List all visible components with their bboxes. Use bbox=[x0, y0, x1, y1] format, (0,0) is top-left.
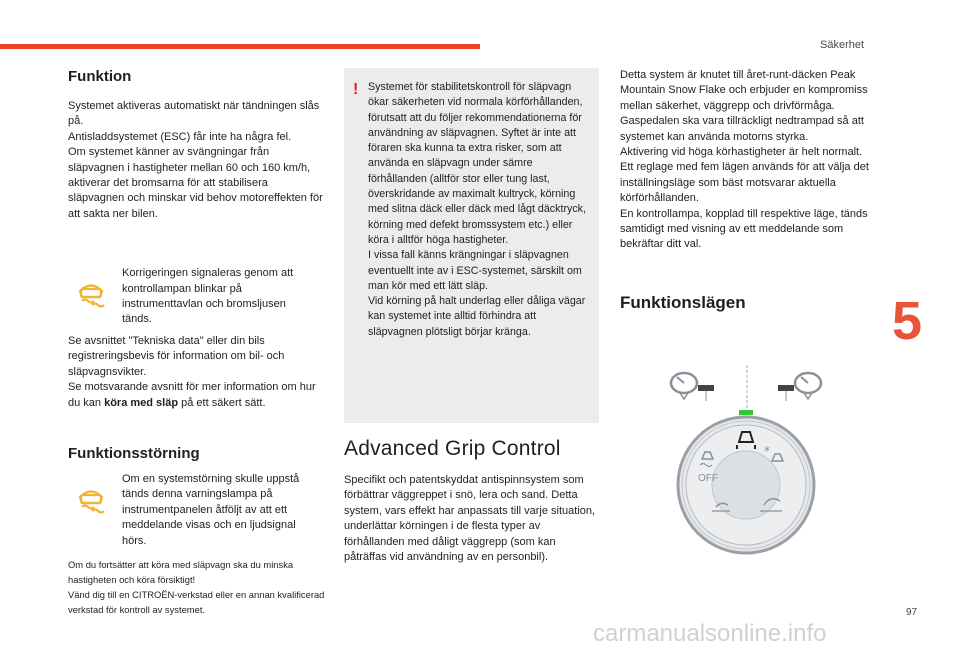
header-accent-bar bbox=[0, 44, 480, 49]
modes-heading: Funktionslägen bbox=[620, 292, 746, 312]
agc-heading: Advanced Grip Control bbox=[344, 437, 561, 460]
fault-row bbox=[68, 474, 326, 549]
column-3 bbox=[620, 68, 882, 313]
agc-body: Specifikt och patentskyddat antispinnsystem som förbättrar väggreppet i snö, lera och sand. Detta system, vars effekt har anpassats till varje situation, underlättar körningen i de flesta typer av förhållanden med dåligt väggrepp (som kan påträffas vid användning av en personbil). bbox=[344, 474, 596, 564]
steering-wheel-left-icon bbox=[671, 373, 714, 401]
warning-box bbox=[344, 68, 599, 423]
warning-p2: I vissa fall känns krängningar i släpvagnen eventuellt inte av i ESC-systemet, särskilt om man kör med ett lätt släp. bbox=[368, 249, 582, 292]
funktion-p3: Om systemet känner av svängningar från släpvagnen i hastigheter mellan 60 och 160 km/h, aktiverar det bromsarna för att stabilisera släpvagnen och minskar vid behov motoreffekten för att sakta ner bilen. bbox=[68, 146, 323, 220]
col3-p2: Gaspedalen ska vara tillräckligt nedtrampad så att systemet kan använda motorns styrka. bbox=[620, 115, 864, 143]
col3-p4: Ett reglage med fem lägen används för att välja det inställningsläge som bäst motsvarar aktuella körförhållanden. bbox=[620, 161, 869, 205]
off-mode-label: OFF bbox=[698, 473, 718, 484]
warning-p3: Vid körning på halt underlag eller dåliga vägar kan systemet inte alltid förhindra att släpvagnen plötsligt börjar kränga. bbox=[368, 295, 586, 338]
funktion-p1: Systemet aktiveras automatiskt när tändningen slås på. bbox=[68, 100, 320, 128]
page-number: 97 bbox=[906, 607, 918, 618]
fault-note-1: Om du fortsätter att köra med släpvagn ska du minska hastigheten och köra försiktigt! bbox=[68, 558, 294, 585]
watermark: carmanualsonline.info bbox=[593, 620, 827, 647]
col3-p3: Aktivering vid höga körhastigheter är helt normalt. bbox=[620, 146, 863, 159]
fault-heading: Funktionsstörning bbox=[68, 444, 200, 462]
grip-control-illustration bbox=[660, 365, 840, 630]
warning-exclamation-icon: ! bbox=[353, 81, 359, 98]
trailer-stability-icon bbox=[76, 278, 106, 308]
column-2 bbox=[344, 68, 599, 565]
warning-p1: Systemet för stabilitetskontroll för släpvagn ökar säkerheten vid normala körförhållanden, förutsatt att du följer rekommendationerna för användning av släpvagnen. Syftet är inte att föraren ska kunna ta extra risker, som att använda en släpvagn under sämre förhållanden (alltför stor eller tung last, överskridande av maximalt kultryck, körning med slitna däck eller däck med lågt däcktryck, körning med defekt bromssystem etc.) eller köra i alltför höga hastigheter. bbox=[368, 81, 586, 246]
col3-p5: En kontrollampa, kopplad till respektive läge, tänds samtidigt med visning av ett meddelande som bekräftar ditt val. bbox=[620, 207, 868, 251]
fault-warning-lamp-icon bbox=[76, 484, 106, 514]
section-label: Säkerhet bbox=[820, 39, 865, 51]
svg-text:*: * bbox=[764, 444, 770, 458]
steering-wheel-right-icon bbox=[778, 373, 821, 401]
signal-row bbox=[68, 268, 326, 328]
fault-note-2: Vänd dig till en CITROËN-verkstad eller en annan kvalificerad verkstad för kontroll av systemet. bbox=[68, 588, 325, 615]
grip-selector-dial bbox=[678, 410, 814, 553]
chapter-number: 5 bbox=[892, 291, 923, 351]
col3-p1: Detta system är knutet till året-runt-däcken Peak Mountain Snow Flake och erbjuder en kompromiss mellan säkerhet, väggrepp och drivförmåga. bbox=[620, 69, 868, 112]
column-1 bbox=[68, 68, 326, 617]
funktion-heading: Funktion bbox=[68, 68, 132, 85]
ref-text-2: Se motsvarande avsnitt för mer information om hur du kan köra med släp på ett säkert sätt. bbox=[68, 381, 316, 409]
ref-text-1: Se avsnittet "Tekniska data" eller din bils registreringsbevis för information om bil- och släpvagnsvikter. bbox=[68, 334, 285, 378]
funktion-p2: Antisladdsystemet (ESC) får inte ha några fel. bbox=[68, 130, 292, 143]
fault-text: Om en systemstörning skulle uppstå tänds denna varningslampa på instrumentpanelen åtföljt av att ett meddelande visas och en ljudsignal hörs. bbox=[122, 472, 300, 547]
signal-text: Korrigeringen signaleras genom att kontrollampan blinkar på instrumenttavlan och bromsljusen tänds. bbox=[122, 267, 294, 326]
